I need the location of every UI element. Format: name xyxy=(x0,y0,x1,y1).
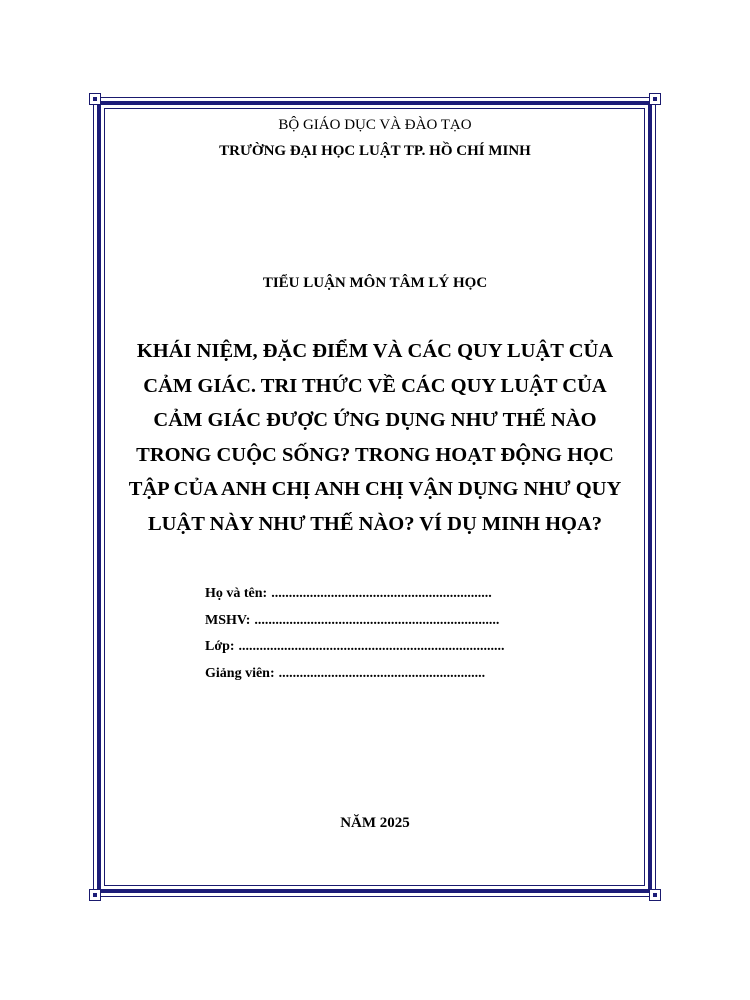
corner-ornament-bottom-right xyxy=(649,889,661,901)
class-field: ............................................................................ xyxy=(238,639,505,654)
lecturer-label: Giảng viên: xyxy=(205,665,275,681)
corner-ornament-top-right xyxy=(649,93,661,105)
info-row-class xyxy=(205,637,545,664)
title-line: CẢM GIÁC. TRI THỨC VỀ CÁC QUY LUẬT CỦA xyxy=(143,374,607,397)
info-row-name xyxy=(205,584,545,611)
title-line: LUẬT NÀY NHƯ THẾ NÀO? VÍ DỤ MINH HỌA? xyxy=(147,512,603,535)
university-name: TRƯỜNG ĐẠI HỌC LUẬT TP. HỒ CHÍ MINH xyxy=(219,143,531,159)
year: NĂM 2025 xyxy=(340,815,410,831)
title-line: TRONG CUỘC SỐNG? TRONG HOẠT ĐỘNG HỌC xyxy=(136,443,614,466)
ministry-name: BỘ GIÁO DỤC VÀ ĐÀO TẠO xyxy=(278,117,472,133)
info-row-lecturer xyxy=(205,664,545,691)
info-row-student-id xyxy=(205,611,545,638)
student-info xyxy=(205,584,545,690)
student-id-field: ...................................................................... xyxy=(254,612,500,628)
title-line: TẬP CỦA ANH CHỊ ANH CHỊ VẬN DỤNG NHƯ QUY xyxy=(128,478,622,500)
essay-title xyxy=(110,334,640,541)
lecturer-field: ........................................................... xyxy=(278,665,486,681)
title-line: CẢM GIÁC ĐƯỢC ỨNG DỤNG NHƯ THẾ NÀO xyxy=(153,409,597,431)
name-field: ............................................................... xyxy=(271,586,492,601)
corner-ornament-top-left xyxy=(89,93,101,105)
title-line: KHÁI NIỆM, ĐẶC ĐIỂM VÀ CÁC QUY LUẬT CỦA xyxy=(136,340,614,362)
essay-subject: TIỂU LUẬN MÔN TÂM LÝ HỌC xyxy=(262,275,488,291)
student-id-label: MSHV: xyxy=(205,612,251,628)
corner-ornament-bottom-left xyxy=(89,889,101,901)
name-label: Họ và tên: xyxy=(205,586,268,601)
class-label: Lớp: xyxy=(205,639,235,654)
